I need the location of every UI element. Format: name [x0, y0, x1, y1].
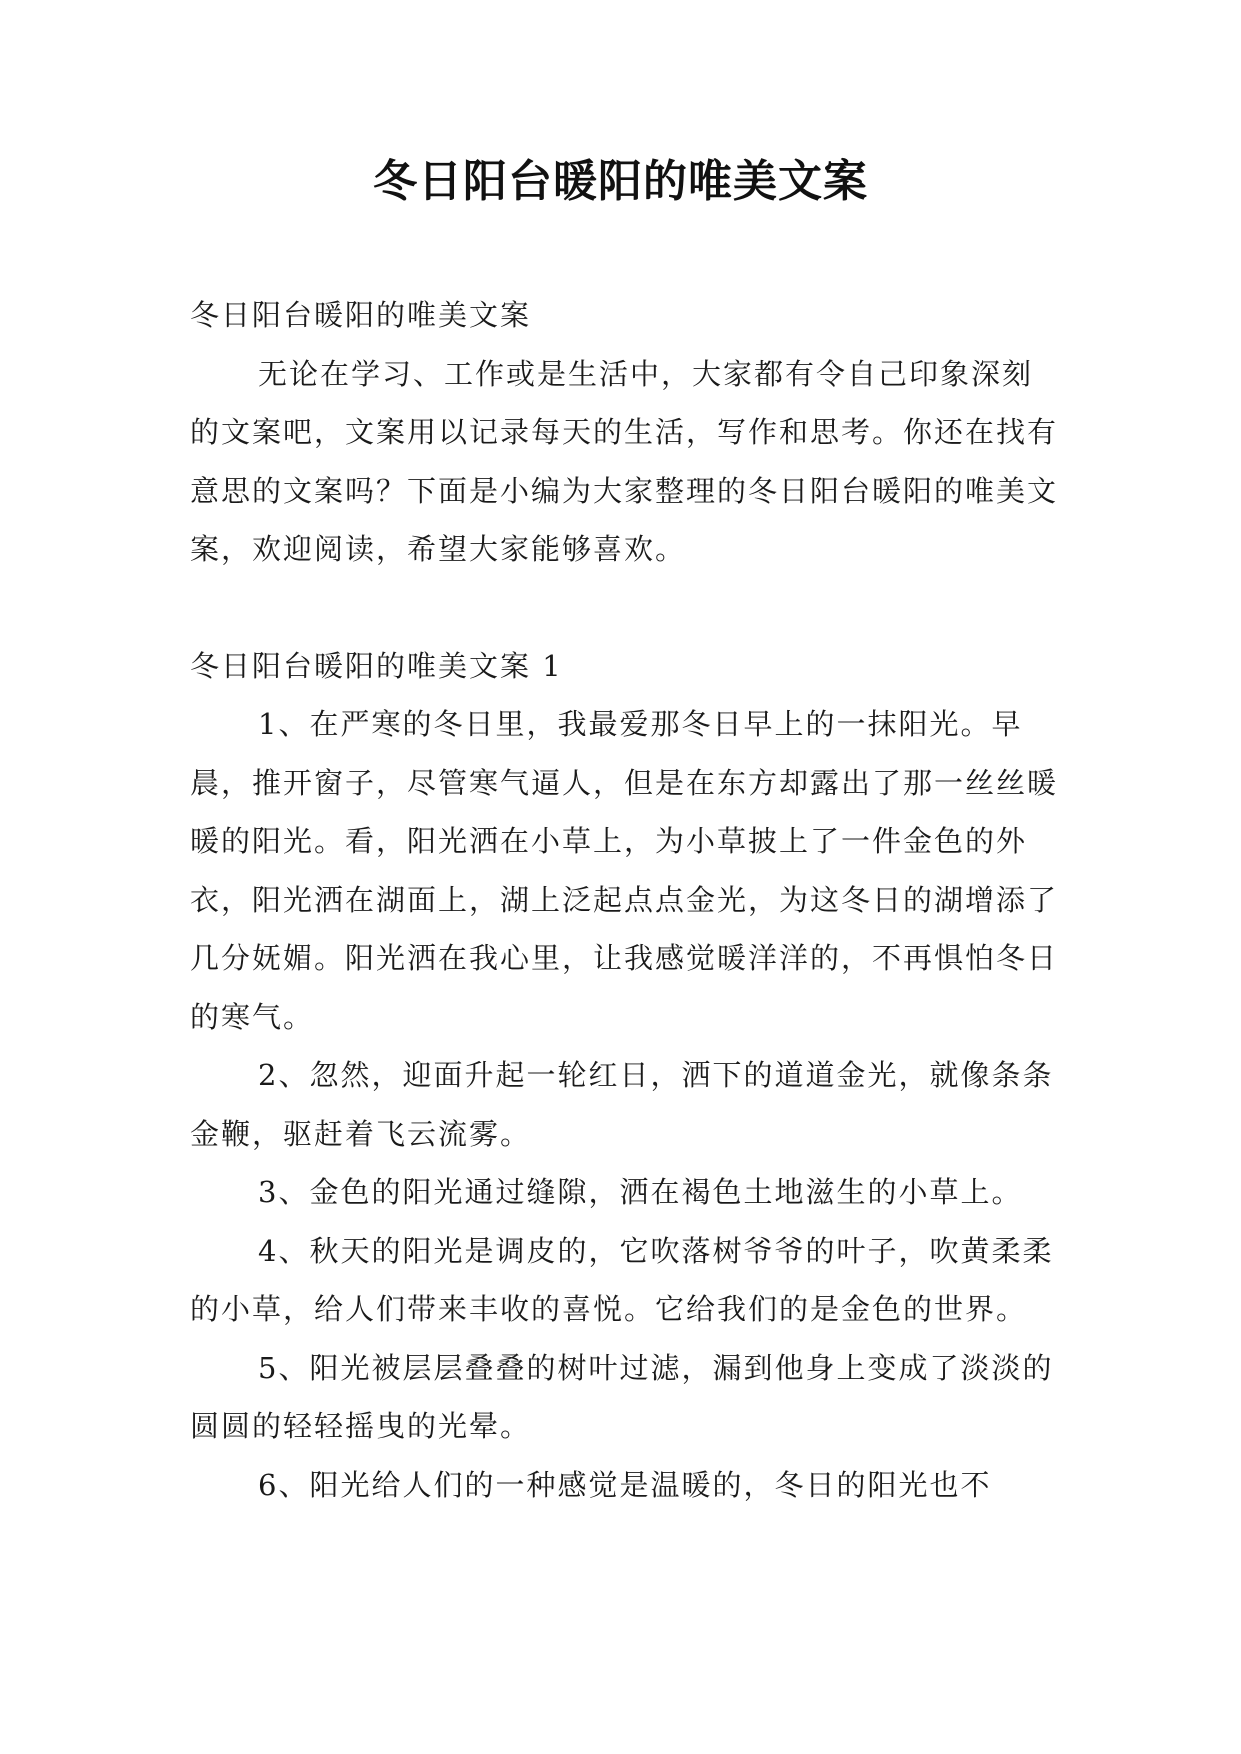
list-item: 2、忽然，迎面升起一轮红日，洒下的道道金光，就像条条金鞭，驱赶着飞云流雾。 [190, 1058, 1054, 1151]
document-body [190, 286, 1060, 1514]
document-subtitle: 冬日阳台暖阳的唯美文案 [190, 298, 532, 332]
list-item: 1、在严寒的冬日里，我最爱那冬日早上的一抹阳光。早晨，推开窗子，尽管寒气逼人，但是在东方却露出了那一丝丝暖暖的阳光。看，阳光洒在小草上，为小草披上了一件金色的外衣，阳光洒在湖面上，湖上泛起点点金光，为这冬日的湖增添了几分妩媚。阳光洒在我心里，让我感觉暖洋洋的，不再惧怕冬日的寒气。 [190, 707, 1059, 1034]
list-item: 6、阳光给人们的一种感觉是温暖的，冬日的阳光也不 [258, 1467, 992, 1502]
list-item: 3、金色的阳光通过缝隙，洒在褐色土地滋生的小草上。 [258, 1175, 1023, 1209]
section-heading: 冬日阳台暖阳的唯美文案 1 [190, 648, 563, 683]
list-item: 4、秋天的阳光是调皮的，它吹落树爷爷的叶子，吹黄柔柔的小草，给人们带来丰收的喜悦。它给我们的是金色的世界。 [190, 1233, 1054, 1326]
intro-paragraph: 无论在学习、工作或是生活中，大家都有令自己印象深刻的文案吧，文案用以记录每天的生活，写作和思考。你还在找有意思的文案吗？下面是小编为大家整理的冬日阳台暖阳的唯美文案，欢迎阅读，希望大家能够喜欢。 [190, 356, 1059, 566]
section-spacer [190, 579, 1060, 637]
document-title: 冬日阳台暖阳的唯美文案 [373, 156, 868, 207]
list-item: 5、阳光被层层叠叠的树叶过滤，漏到他身上变成了淡淡的圆圆的轻轻摇曳的光晕。 [190, 1350, 1054, 1443]
